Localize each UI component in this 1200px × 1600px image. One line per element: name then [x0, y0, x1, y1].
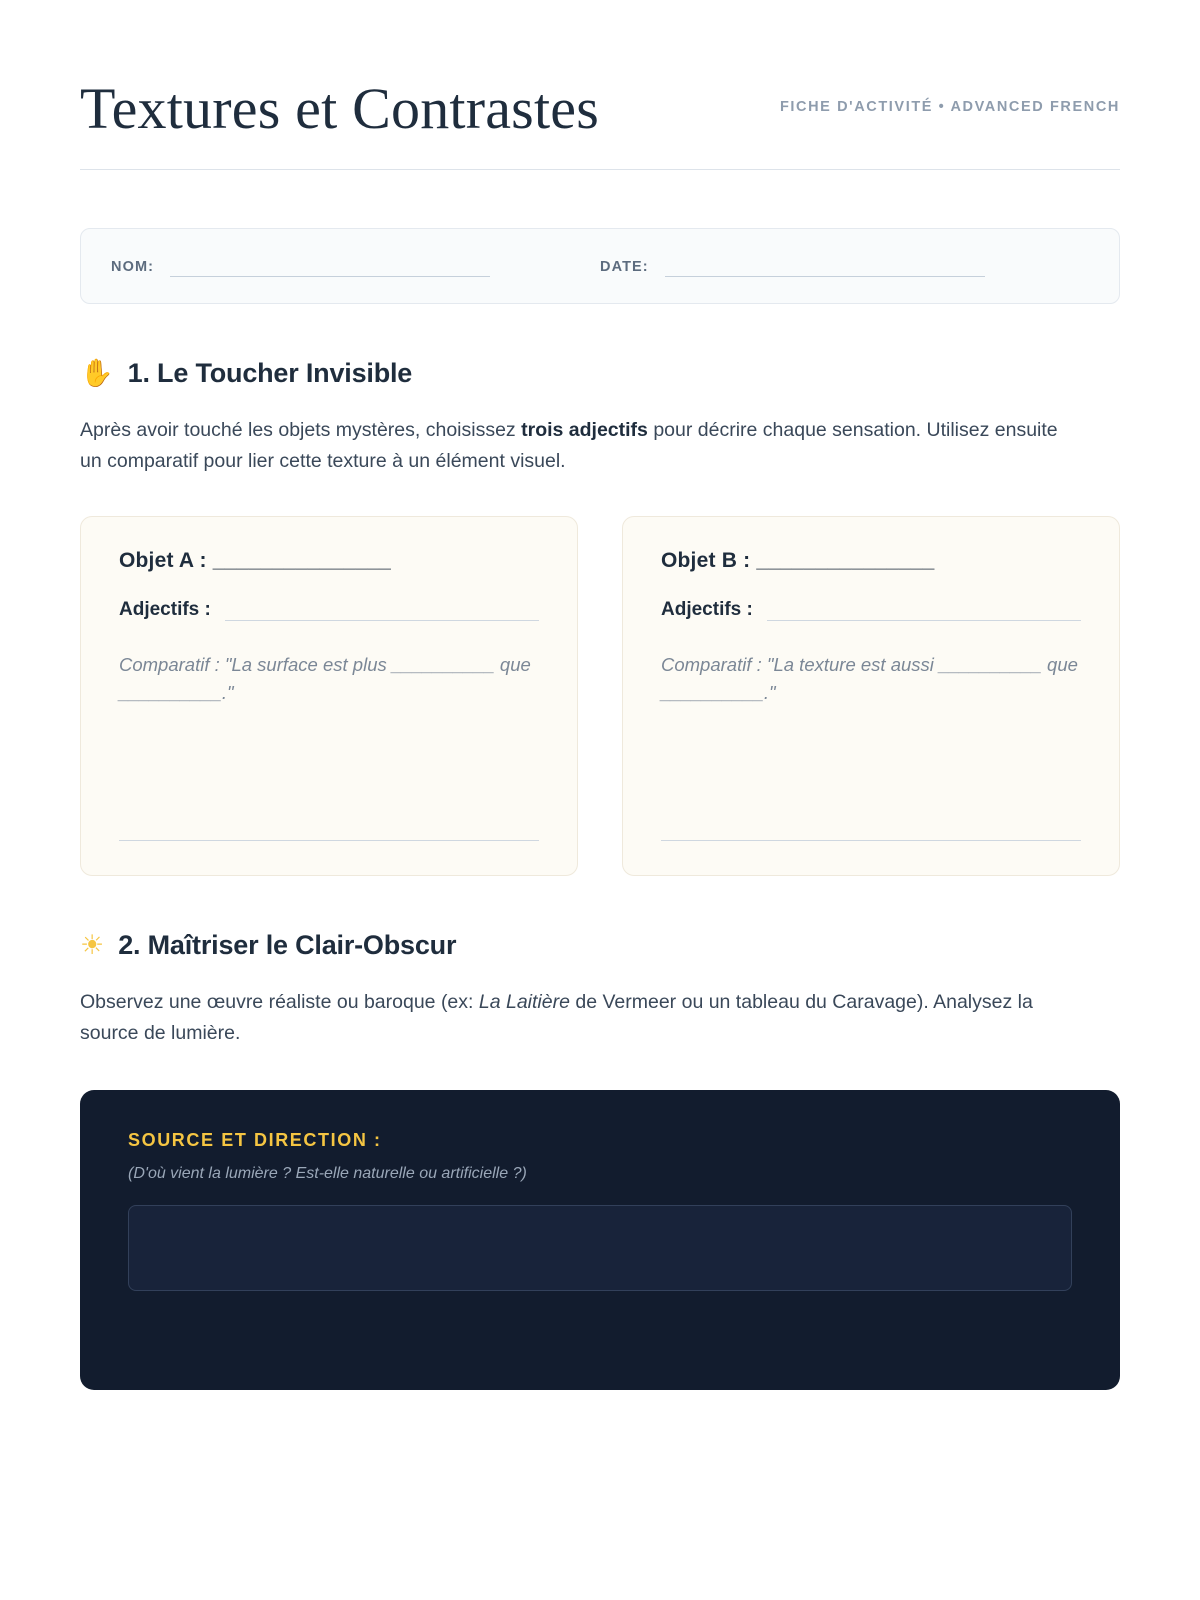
- date-field[interactable]: [600, 255, 1089, 277]
- object-b-answer-line[interactable]: [661, 819, 1081, 841]
- name-label: NOM:: [111, 258, 155, 275]
- section-clair-obscur: [80, 930, 1120, 1390]
- object-a-adjectives-row[interactable]: [119, 599, 539, 621]
- section-2-intro-part2: de Vermeer ou un tableau du Caravage). Analysez la source de lumière.: [80, 990, 1033, 1045]
- light-source-label: SOURCE ET DIRECTION :: [128, 1129, 382, 1150]
- header-meta: FICHE D'ACTIVITÉ • ADVANCED FRENCH: [779, 99, 1120, 115]
- object-card-b: [622, 516, 1120, 876]
- page-header: [80, 78, 1120, 170]
- section-2-intro-italic: La Laitière: [478, 990, 570, 1013]
- section-2-header: [80, 930, 1120, 961]
- light-source-hint: (D'où vient la lumière ? Est-elle naturelle ou artificielle ?): [128, 1164, 527, 1182]
- object-card-a: [80, 516, 578, 876]
- date-label: DATE:: [600, 258, 649, 275]
- section-1-intro-bold: trois adjectifs: [521, 418, 648, 441]
- raised-hand-icon: ✋: [80, 357, 114, 388]
- object-a-comparative-note: Comparatif : "La surface est plus __________ que __________.": [119, 653, 531, 704]
- section-2-intro-part1: Observez une œuvre réaliste ou baroque (ex:: [80, 990, 479, 1013]
- object-b-comparative-note: Comparatif : "La texture est aussi __________ que __________.": [661, 653, 1078, 704]
- section-1-intro-part1: Après avoir touché les objets mystères, choisissez: [80, 418, 522, 441]
- section-1-intro-part2: pour décrire chaque sensation. Utilisez ensuite un comparatif pour lier cette texture à un élément visuel.: [80, 418, 1058, 473]
- sun-icon: ☀: [80, 929, 105, 960]
- object-a-title: Objet A : _______________: [119, 548, 391, 572]
- section-1-header: [80, 358, 1120, 389]
- section-toucher-invisible: [80, 358, 1120, 876]
- object-cards: [80, 516, 1120, 876]
- identity-box: [80, 228, 1120, 304]
- name-field[interactable]: [111, 255, 600, 277]
- object-a-adjectives-input[interactable]: [225, 601, 539, 621]
- object-b-adjectives-input[interactable]: [767, 601, 1081, 621]
- object-a-answer-line[interactable]: [119, 819, 539, 841]
- section-1-intro: [80, 415, 1060, 478]
- name-input-line[interactable]: [170, 255, 490, 277]
- section-2-title: 2. Maîtriser le Clair-Obscur: [118, 929, 457, 960]
- object-b-adjectives-label: Adjectifs :: [661, 598, 753, 620]
- light-source-input[interactable]: [128, 1205, 1072, 1291]
- object-b-adjectives-row[interactable]: [661, 599, 1081, 621]
- date-input-line[interactable]: [665, 255, 985, 277]
- object-a-adjectives-label: Adjectifs :: [119, 598, 211, 620]
- object-b-title: Objet B : _______________: [661, 548, 935, 572]
- section-2-intro: [80, 987, 1060, 1050]
- section-1-title: 1. Le Toucher Invisible: [127, 357, 413, 388]
- light-source-panel: [80, 1090, 1120, 1390]
- page-title: Textures et Contrastes: [80, 76, 599, 141]
